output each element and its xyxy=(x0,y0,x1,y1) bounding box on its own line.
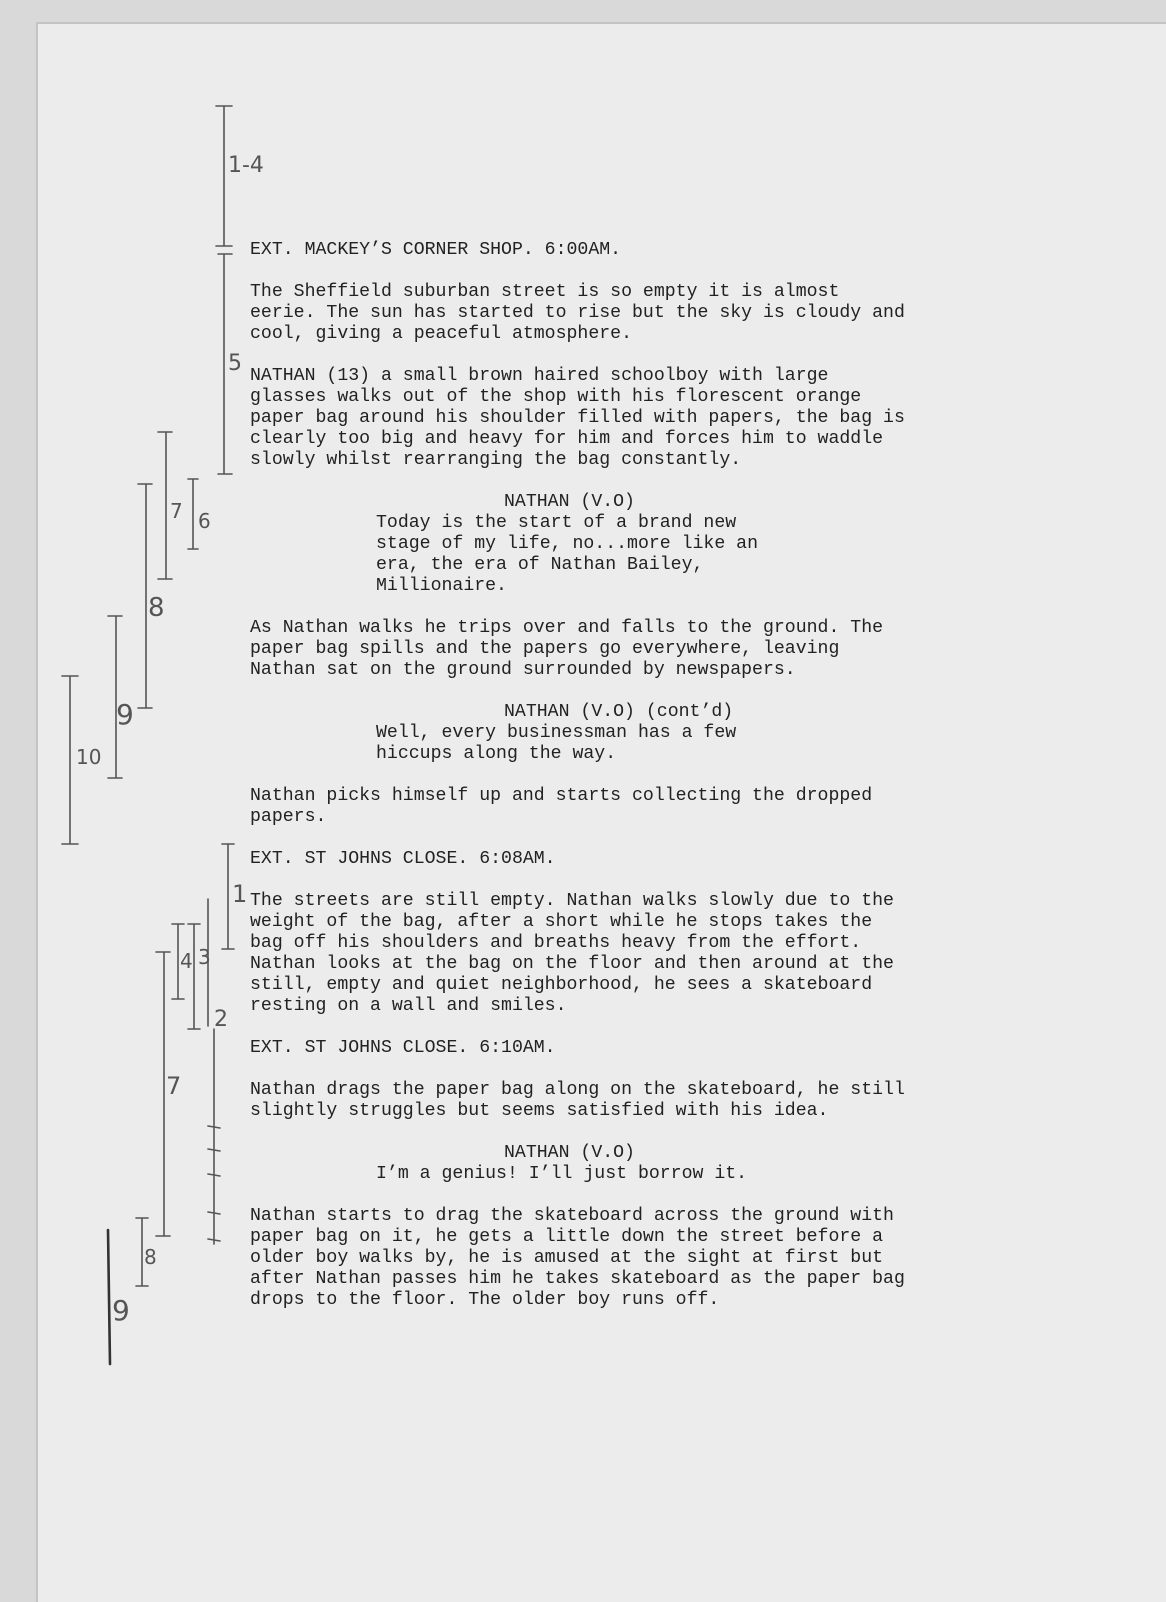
action-block-1: The Sheffield suburban street is so empty it is almost eerie. The sun has started to rise but the sky is cloudy and cool, giving a peaceful atmosphere. xyxy=(250,282,905,344)
character-cue-2: NATHAN (V.O) (cont’d) xyxy=(504,702,734,722)
action-block-2: NATHAN (13) a small brown haired schoolboy with large glasses walks out of the shop with his florescent orange paper bag around his shoulder filled with papers, the bag is clearly too big and heavy for him and forces him to waddle slowly whilst rearranging the bag constantly. xyxy=(250,366,905,470)
mark-label-b4: 4 xyxy=(180,949,193,973)
mark-label-1-4: 1-4 xyxy=(228,153,264,178)
dialogue-2: Well, every businessman has a few hiccups along the way. xyxy=(376,723,737,764)
mark-label-9: 9 xyxy=(116,698,134,731)
action-block-5: The streets are still empty. Nathan walks slowly due to the weight of the bag, after a short while he stops takes the bag off his shoulders and breaths heavy from the effort. Nathan looks at the bag on the floor and then around at the still, empty and quiet neighborhood, he sees a skateboard resting on a wall and smiles. xyxy=(250,891,894,1016)
script-page xyxy=(36,22,1166,1602)
scene-heading-2: EXT. ST JOHNS CLOSE. 6:08AM. xyxy=(250,849,556,869)
mark-label-8: 8 xyxy=(148,593,165,623)
dialogue-1: Today is the start of a brand new stage of my life, no...more like an era, the era of Nathan Bailey, Millionaire. xyxy=(376,513,758,596)
mark-label-b9: 9 xyxy=(112,1294,130,1327)
mark-label-7: 7 xyxy=(170,499,183,523)
action-block-4: Nathan picks himself up and starts collecting the dropped papers. xyxy=(250,786,873,827)
scene-heading-1: EXT. MACKEY’S CORNER SHOP. 6:00AM. xyxy=(250,240,622,260)
mark-label-5: 5 xyxy=(228,351,242,376)
scene-heading-3: EXT. ST JOHNS CLOSE. 6:10AM. xyxy=(250,1038,556,1058)
action-block-3: As Nathan walks he trips over and falls to the ground. The paper bag spills and the papers go everywhere, leaving Nathan sat on the ground surrounded by newspapers. xyxy=(250,618,884,680)
character-cue-1: NATHAN (V.O) xyxy=(504,492,635,512)
mark-label-b8: 8 xyxy=(144,1245,157,1269)
screenplay-text xyxy=(38,24,1166,1602)
mark-label-b3: 3 xyxy=(198,945,211,969)
character-cue-3: NATHAN (V.O) xyxy=(504,1143,635,1163)
dialogue-3: I’m a genius! I’ll just borrow it. xyxy=(376,1164,748,1184)
mark-label-10: 10 xyxy=(76,745,102,769)
action-block-6: Nathan drags the paper bag along on the skateboard, he still slightly struggles but seems satisfied with his idea. xyxy=(250,1080,905,1121)
mark-label-6: 6 xyxy=(198,509,211,533)
mark-label-b7: 7 xyxy=(166,1072,182,1100)
action-block-7: Nathan starts to drag the skateboard across the ground with paper bag on it, he gets a little down the street before a older boy walks by, he is amused at the sight at first but after Nathan passes him he takes skateboard as the paper bag drops to the floor. The older boy runs off. xyxy=(250,1206,905,1310)
mark-label-b2: 2 xyxy=(214,1007,228,1032)
mark-label-b1: 1 xyxy=(232,880,248,908)
